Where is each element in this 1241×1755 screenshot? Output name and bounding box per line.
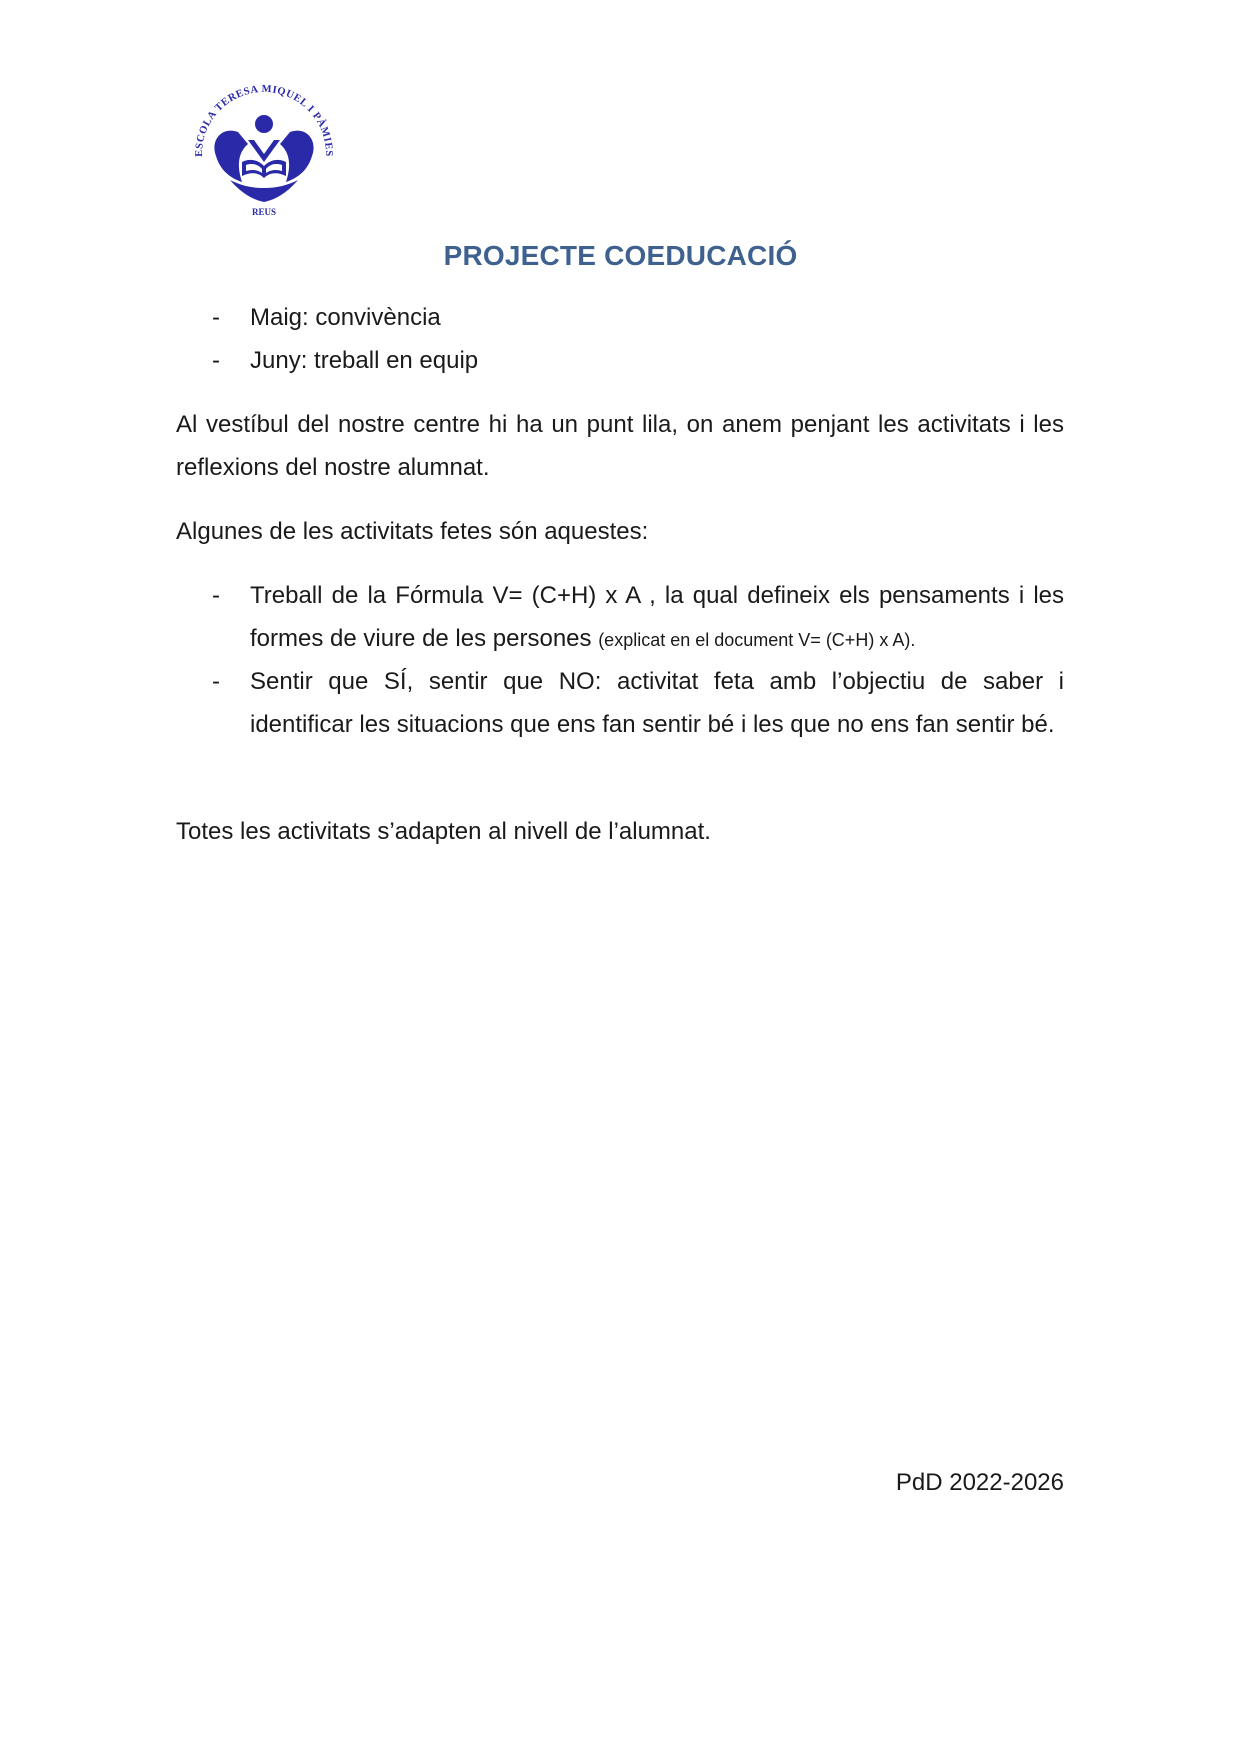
list-item-text	[250, 574, 1064, 662]
bullet-dash: -	[212, 582, 220, 609]
logo-circle-text: ESCOLA TERESA MIQUEL I PÀMIES	[193, 84, 335, 157]
paragraph: Algunes de les activitats fetes són aquestes:	[176, 518, 649, 545]
activity-note: (explicat en el document V= (C+H) x A).	[598, 630, 916, 650]
logo-bottom-text: REUS	[251, 207, 277, 217]
list-item-text: Sentir que SÍ, sentir que NO: activitat feta amb l’objectiu de saber i identificar les situacions que ens fan sentir bé i les que no ens fan sentir bé.	[250, 668, 1064, 738]
paragraph: Al vestíbul del nostre centre hi ha un punt lila, on anem penjant les activitats i les reflexions del nostre alumnat.	[176, 411, 1064, 481]
paragraph: Totes les activitats s’adapten al nivell de l’alumnat.	[176, 818, 711, 845]
bullet-dash: -	[212, 304, 220, 331]
school-logo	[186, 84, 342, 218]
list-item-text: Maig: convivència	[250, 304, 441, 331]
bullet-dash: -	[212, 347, 220, 374]
activity-text: Treball de la Fórmula V= (C+H) x A , la qual defineix els pensaments i les formes de viure de les persones	[250, 582, 1064, 652]
bullet-dash: -	[212, 668, 220, 695]
list-item-text: Juny: treball en equip	[250, 347, 479, 374]
page-title: PROJECTE COEDUCACIÓ	[443, 240, 798, 271]
school-emblem-icon	[186, 84, 342, 218]
footer-label: PdD 2022-2026	[895, 1469, 1064, 1496]
